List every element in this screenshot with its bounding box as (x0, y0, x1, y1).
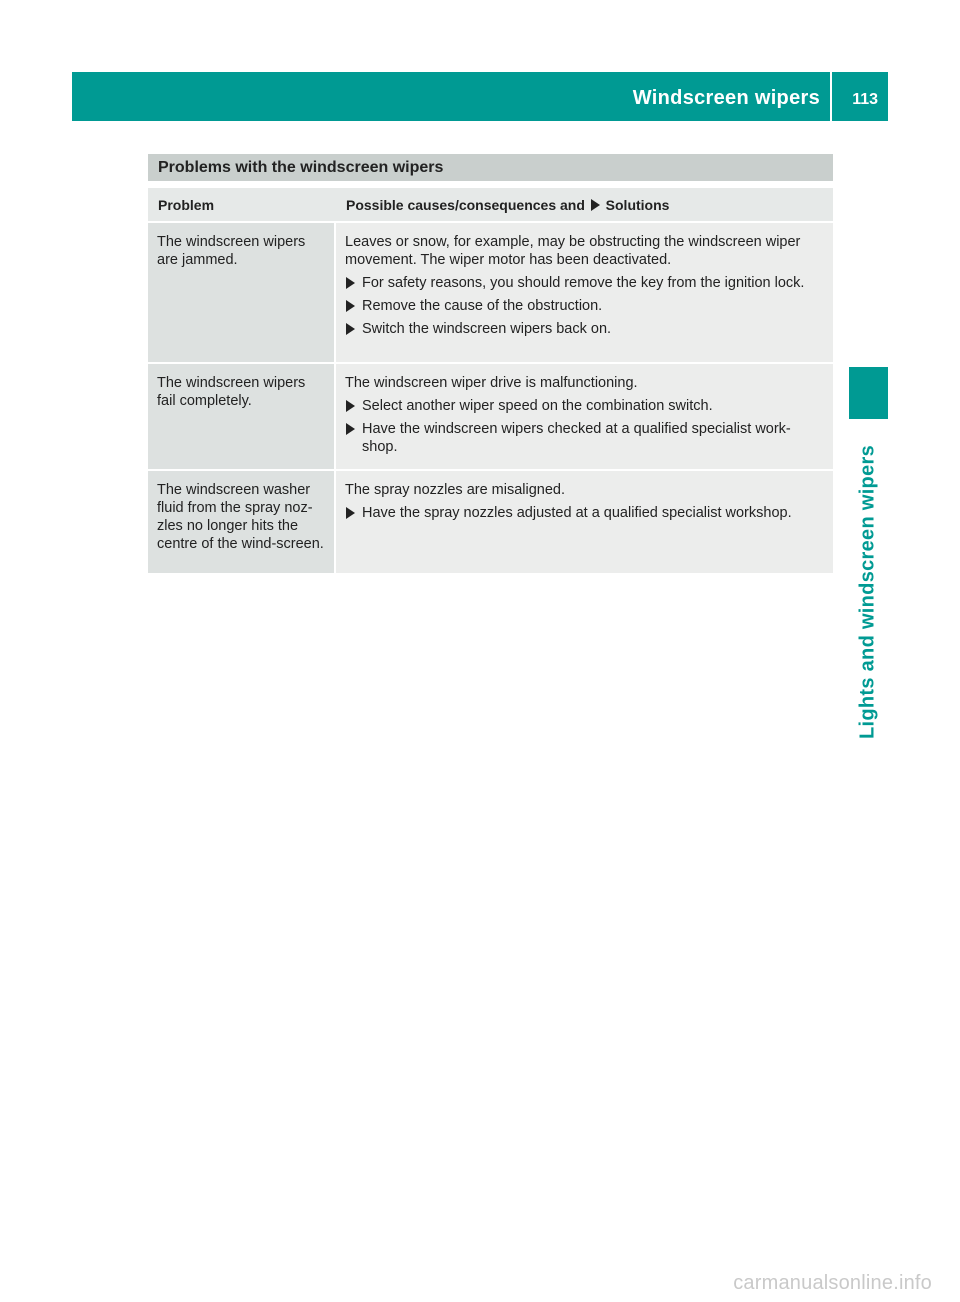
solution-cell (336, 471, 833, 575)
column-header-solution-label: Solutions (605, 197, 670, 213)
table-header-row (148, 188, 833, 223)
solution-step (345, 397, 825, 415)
chapter-tab-marker (849, 367, 888, 419)
table-row (148, 471, 833, 575)
step-text: Have the spray nozzles adjusted at a qualified specialist workshop. (362, 505, 792, 521)
solution-step (345, 274, 825, 292)
arrow-right-icon (346, 277, 355, 289)
table-title: Problems with the windscreen wipers (158, 159, 444, 176)
solution-cell (336, 364, 833, 471)
table-row (148, 223, 833, 364)
section-title: Windscreen wipers (632, 87, 820, 109)
table-row (148, 364, 833, 471)
problem-cell: The windscreen wipers fail completely. (148, 364, 336, 471)
arrow-right-icon (346, 300, 355, 312)
chapter-title: Lights and windscreen wipers (856, 444, 879, 740)
step-text: Switch the windscreen wipers back on. (362, 321, 612, 337)
problem-cell: The windscreen washer fluid from the spray noz-zles no longer hits the centre of the wind-screen. (148, 471, 336, 575)
column-header-solution (336, 188, 833, 223)
solution-cell (336, 223, 833, 364)
arrow-right-icon (346, 507, 355, 519)
cause-text: The windscreen wiper drive is malfunctioning. (345, 375, 638, 391)
arrow-right-icon (346, 323, 355, 335)
cause-text: Leaves or snow, for example, may be obstructing the windscreen wiper movement. The wiper motor has been deactivated. (345, 234, 801, 268)
solution-step (345, 297, 825, 315)
column-header-problem: Problem (148, 188, 336, 223)
solution-step (345, 420, 825, 456)
solution-step (345, 504, 825, 522)
step-text: For safety reasons, you should remove the key from the ignition lock. (362, 275, 805, 291)
header-divider (830, 72, 832, 121)
solution-step (345, 320, 825, 338)
step-text: Select another wiper speed on the combination switch. (362, 398, 713, 414)
page-number: 113 (852, 91, 878, 108)
table-title-bar (148, 154, 833, 181)
column-header-solution-text: Possible causes/consequences and (346, 197, 585, 213)
arrow-right-icon (346, 400, 355, 412)
watermark: carmanualsonline.info (733, 1272, 932, 1294)
troubleshooting-table (148, 188, 833, 575)
cause-text: The spray nozzles are misaligned. (345, 482, 566, 498)
arrow-right-icon (346, 423, 355, 435)
step-text: Remove the cause of the obstruction. (362, 298, 603, 314)
problem-cell: The windscreen wipers are jammed. (148, 223, 336, 364)
step-text: Have the windscreen wipers checked at a qualified specialist work-shop. (362, 421, 791, 455)
section-header-bar (72, 72, 888, 121)
arrow-right-icon (591, 199, 600, 211)
